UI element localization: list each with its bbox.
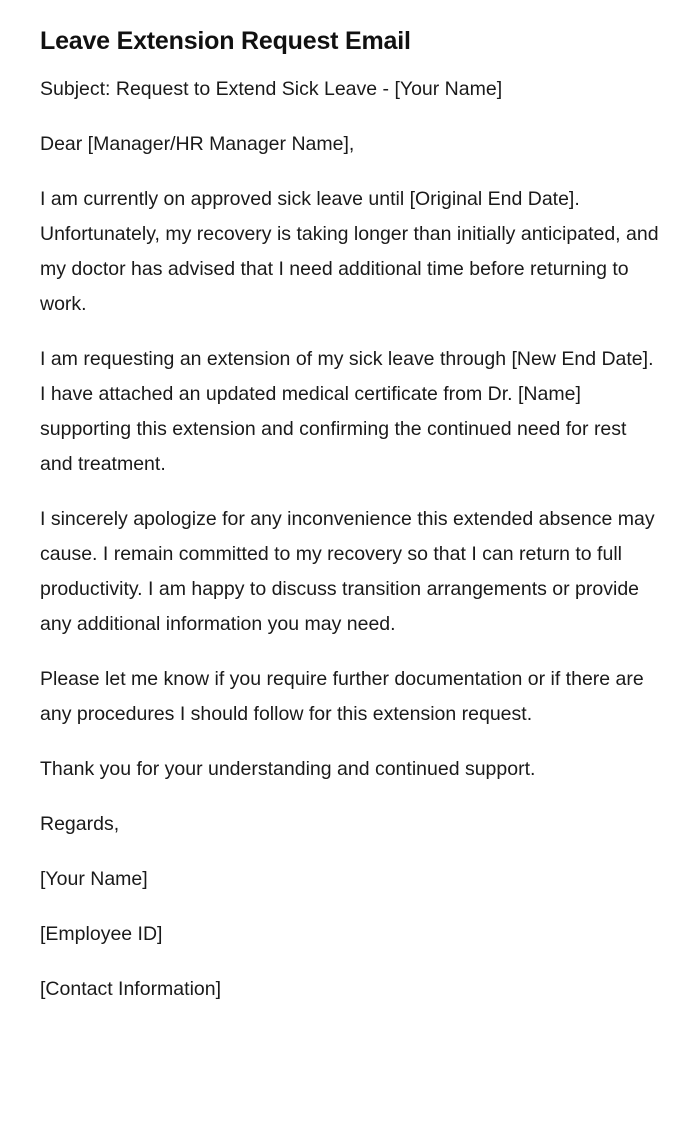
body-paragraph-thanks: Thank you for your understanding and continued support. — [40, 758, 536, 780]
body-paragraph-extension-request: I am requesting an extension of my sick leave through [New End Date]. I have attached an updated medical certificate from Dr. [Name] supporting this extension and confirming the continued need for rest and treatment. — [40, 348, 654, 475]
email-salutation: Dear [Manager/HR Manager Name], — [40, 133, 355, 155]
body-paragraph-current-leave: I am currently on approved sick leave until [Original End Date]. Unfortunately, my recovery is taking longer than initially anticipated, and my doctor has advised that I need additional time before returning to work. — [40, 188, 659, 315]
email-closing: Regards, — [40, 813, 120, 835]
signature-name: [Your Name] — [40, 868, 148, 890]
signature-employee-id: [Employee ID] — [40, 923, 163, 945]
signature-contact-information: [Contact Information] — [40, 978, 222, 1000]
document-title: Leave Extension Request Email — [40, 27, 411, 55]
email-subject-line: Subject: Request to Extend Sick Leave - [Your Name] — [40, 78, 503, 100]
body-paragraph-apology: I sincerely apologize for any inconvenience this extended absence may cause. I remain committed to my recovery so that I can return to full productivity. I am happy to discuss transition arrangements or provide any additional information you may need. — [40, 508, 655, 635]
body-paragraph-further-documentation: Please let me know if you require further documentation or if there are any procedures I should follow for this extension request. — [40, 668, 644, 725]
